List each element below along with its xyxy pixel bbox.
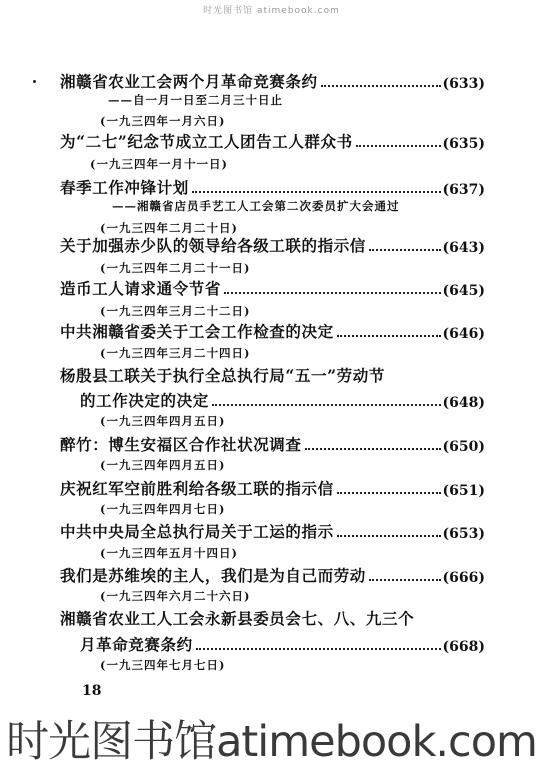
toc-entry [60, 70, 485, 92]
entry-title: 湘赣省农业工人工会永新县委员会七、八、九三个 [60, 609, 415, 628]
dot-leader [224, 291, 441, 294]
dot-leader [369, 578, 441, 581]
dot-leader [321, 84, 441, 87]
toc-entry-line2 [80, 389, 485, 411]
entry-title: 杨殷县工联关于执行全总执行局“五一”劳动节 [60, 366, 385, 385]
entry-date: (一九三四年六月二十六日) [100, 589, 251, 603]
toc-entry-line1 [60, 607, 485, 629]
entry-title: 造币工人请求通令节省 [60, 279, 222, 298]
entry-page: (653) [442, 526, 485, 542]
entry-date: (一九三四年四月五日) [100, 458, 226, 472]
toc-entry [60, 277, 485, 299]
entry-title: 中共中央局全总执行局关于工运的指示 [60, 522, 334, 541]
toc-entry [60, 234, 485, 256]
entry-page: (633) [442, 76, 485, 92]
entry-page: (637) [442, 182, 485, 198]
entry-title: 为“二七”纪念节成立工人团告工人群众书 [60, 132, 353, 151]
entry-date: (一九三四年二月二十日) [100, 221, 238, 235]
dot-leader [337, 534, 441, 537]
entry-page: (645) [442, 283, 485, 299]
dot-leader [356, 144, 441, 147]
toc-entry [60, 564, 485, 586]
entry-page: (646) [442, 326, 485, 342]
dot-leader [212, 403, 441, 406]
entry-date: (一九三四年四月七日) [100, 502, 226, 516]
entry-date: (一九三四年一月十一日) [90, 157, 228, 171]
entry-title: 醉竹：博生安福区合作社状况调查 [60, 435, 302, 454]
watermark: 时光图书馆atimebook.com [6, 716, 537, 767]
toc-entry-line2 [80, 633, 485, 655]
entry-title-continued: 的工作决定的决定 [80, 391, 209, 410]
entry-date: (一九三四年七月七日) [100, 658, 226, 672]
entry-date: (一九三四年二月二十一日) [100, 261, 251, 275]
entry-page: (651) [442, 483, 485, 499]
dot-leader [305, 447, 441, 450]
site-header: 时光图书馆 atimebook.com [203, 6, 340, 16]
entry-page: (643) [442, 240, 485, 256]
entry-title: 庆祝红军空前胜利给各级工联的指示信 [60, 479, 334, 498]
dot-leader [196, 647, 441, 650]
entry-title: 春季工作冲锋计划 [60, 178, 189, 197]
entry-title: 关于加强赤少队的领导给各级工联的指示信 [60, 236, 366, 255]
entry-title-continued: 月革命竞赛条约 [80, 635, 193, 654]
entry-date: (一九三四年三月二十二日) [100, 304, 251, 318]
entry-date: (一九三四年三月二十四日) [100, 346, 251, 360]
entry-title: 我们是苏维埃的主人，我们是为自己而劳动 [60, 566, 366, 585]
entry-page: (650) [442, 439, 485, 455]
toc-entry [60, 520, 485, 542]
entry-title: 湘赣省农业工会两个月革命竞赛条约 [60, 72, 318, 91]
page-number: 18 [82, 683, 102, 699]
toc-entry [60, 320, 485, 342]
dot-leader [192, 190, 441, 193]
toc-entry [60, 176, 485, 198]
toc-entry [60, 130, 485, 152]
entry-date: (一九三四年四月五日) [100, 414, 226, 428]
dot-leader [337, 334, 441, 337]
entry-page: (668) [442, 639, 485, 655]
toc-entry-line1 [60, 364, 485, 386]
entry-date: (一九三四年一月六日) [100, 114, 226, 128]
toc-entry [60, 477, 485, 499]
entry-note: ——湘赣省店员手艺工人工会第二次委员扩大会通过 [112, 199, 400, 213]
entry-page: (648) [442, 395, 485, 411]
dot-leader [337, 491, 441, 494]
entry-title: 中共湘赣省委关于工会工作检查的决定 [60, 322, 334, 341]
bullet-mark [33, 80, 36, 83]
dot-leader [369, 248, 441, 251]
entry-page: (635) [442, 136, 485, 152]
toc-entry [60, 433, 485, 455]
entry-date: (一九三四年五月十四日) [100, 546, 238, 560]
entry-note: ——自一月一日至二月三十日止 [108, 93, 283, 107]
entry-page: (666) [442, 570, 485, 586]
